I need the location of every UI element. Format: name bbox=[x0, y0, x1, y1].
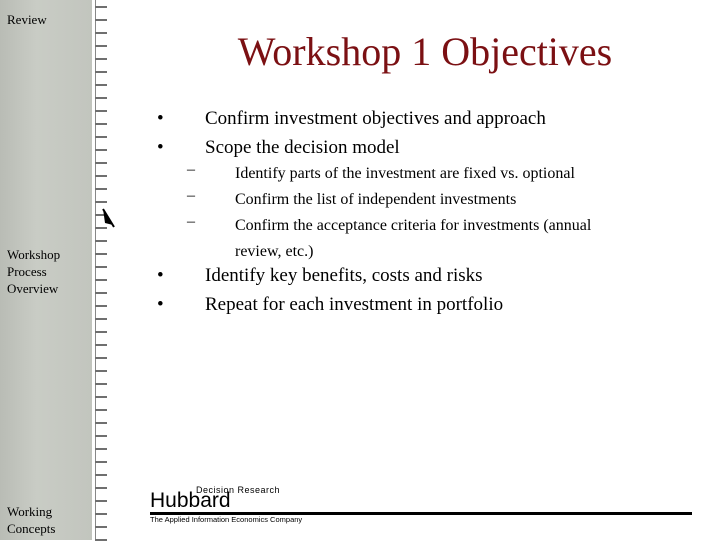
ruler-tick bbox=[95, 474, 107, 476]
ruler-tick bbox=[95, 123, 107, 125]
ruler-tick bbox=[95, 240, 107, 242]
ruler-tick bbox=[95, 266, 107, 268]
sidebar bbox=[0, 0, 92, 540]
ruler-tick bbox=[95, 32, 107, 34]
ruler-tick bbox=[95, 136, 107, 138]
ruler-tick bbox=[95, 435, 107, 437]
bullet-text: Identify key benefits, costs and risks bbox=[205, 265, 483, 286]
sub-bullet-text: Identify parts of the investment are fixed vs. optional bbox=[235, 165, 575, 182]
sidebar-item-review[interactable]: Review bbox=[7, 12, 47, 27]
sub-bullet-text: Confirm the acceptance criteria for investments (annual review, etc.) bbox=[235, 217, 592, 260]
ruler-tick bbox=[95, 110, 107, 112]
ruler-tick bbox=[95, 201, 107, 203]
ruler-tick bbox=[95, 383, 107, 385]
ruler-tick bbox=[95, 292, 107, 294]
sidebar-item-workshop-process-overview[interactable]: Workshop Process Overview bbox=[7, 247, 61, 296]
logo-brand: Hubbard bbox=[150, 489, 231, 512]
ruler-tick bbox=[95, 188, 107, 190]
ruler-tick bbox=[95, 448, 107, 450]
ruler-tick bbox=[95, 19, 107, 21]
ruler-tick bbox=[95, 396, 107, 398]
ruler-tick bbox=[95, 409, 107, 411]
ruler-tick bbox=[95, 331, 107, 333]
bullet-marker: • bbox=[157, 265, 164, 286]
ruler-line bbox=[95, 0, 96, 540]
ruler-tick bbox=[95, 149, 107, 151]
ruler-tick bbox=[95, 45, 107, 47]
logo-tagline: The Applied Information Economics Company bbox=[150, 515, 303, 524]
sub-bullet-text: Confirm the list of independent investments bbox=[235, 191, 517, 208]
ruler-tick bbox=[95, 175, 107, 177]
ruler-tick bbox=[95, 461, 107, 463]
ruler-tick bbox=[95, 513, 107, 515]
ruler-tick bbox=[95, 6, 107, 8]
ruler-tick bbox=[95, 318, 107, 320]
ruler-tick bbox=[95, 422, 107, 424]
ruler-tick bbox=[95, 279, 107, 281]
bullet-text: Scope the decision model bbox=[205, 137, 400, 158]
bullet-marker: • bbox=[157, 108, 164, 129]
ruler-tick bbox=[95, 58, 107, 60]
bullet-marker: • bbox=[157, 137, 164, 158]
ruler-tick bbox=[95, 344, 107, 346]
ruler-tick bbox=[95, 71, 107, 73]
ruler-tick bbox=[95, 305, 107, 307]
sidebar-item-working-concepts[interactable]: Working Concepts bbox=[7, 504, 56, 536]
sub-bullet-marker: – bbox=[187, 161, 195, 178]
ruler-tick bbox=[95, 500, 107, 502]
bullet-text: Repeat for each investment in portfolio bbox=[205, 294, 504, 315]
ruler-tick bbox=[95, 487, 107, 489]
logo-subbrand: Decision Research bbox=[196, 485, 281, 495]
section-pointer-icon bbox=[101, 207, 115, 229]
bullet-marker: • bbox=[157, 294, 164, 315]
bullet-text: Confirm investment objectives and approach bbox=[205, 108, 546, 129]
ruler-tick bbox=[95, 162, 107, 164]
ruler-tick bbox=[95, 370, 107, 372]
sub-bullet-marker: – bbox=[187, 187, 195, 204]
ruler-tick bbox=[95, 253, 107, 255]
ruler-tick bbox=[95, 84, 107, 86]
slide-title: Workshop 1 Objectives bbox=[237, 29, 613, 74]
ruler-tick bbox=[95, 357, 107, 359]
ruler-tick bbox=[95, 526, 107, 528]
sub-bullet-marker: – bbox=[187, 213, 195, 230]
ruler-tick bbox=[95, 97, 107, 99]
